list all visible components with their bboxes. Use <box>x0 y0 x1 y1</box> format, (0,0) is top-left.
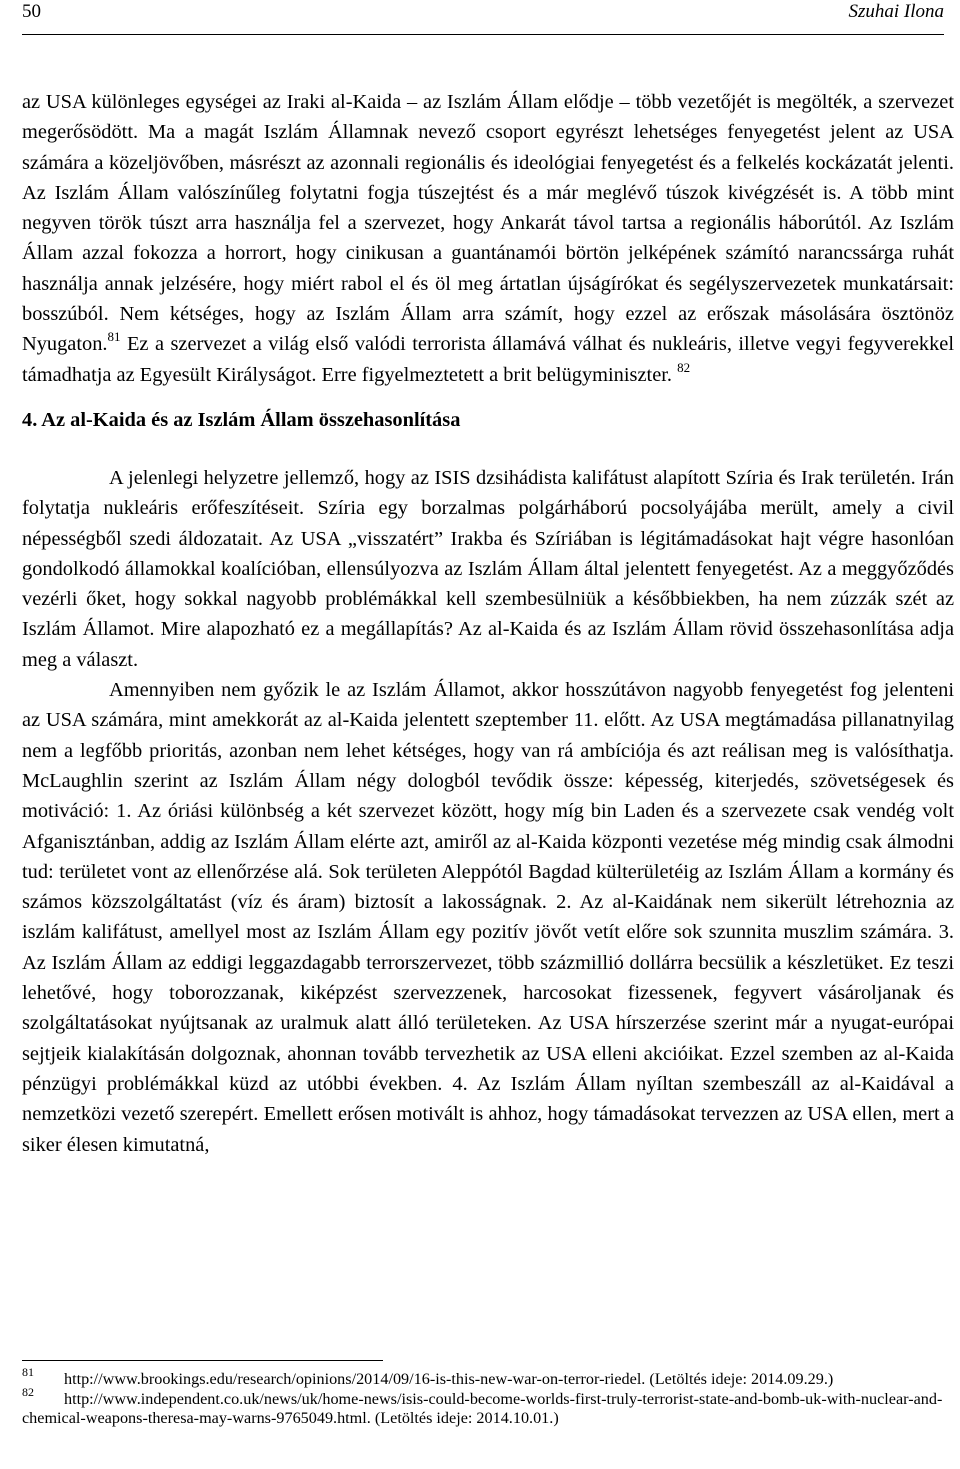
page-number: 50 <box>22 1 41 22</box>
footnote-number: 81 <box>22 1365 34 1379</box>
footnote-number: 82 <box>22 1384 34 1399</box>
footnote-separator <box>22 1360 383 1361</box>
footnote-text[interactable]: http://www.independent.co.uk/news/uk/home-news/isis-could-become-worlds-first-truly-terrorist-state-and-bomb-uk-with-nuclear-and-chemical-weapons-theresa-may-warns-9765049.html. (Letöltés ideje: 2014.10.01.) <box>22 1389 943 1427</box>
footnote-ref-81[interactable]: 81 <box>107 329 121 345</box>
paragraph-1-text-b: Ez a szervezet a világ első valódi terrorista államává válhat és nukleáris, illetve vegyi fegyverekkel támadhatja az Egyesült Királyságot. Erre figyelmeztetett a brit belügyminiszter. <box>22 333 954 386</box>
paragraph-1-text-a: az USA különleges egységei az Iraki al-Kaida – az Iszlám Állam elődje – több vezetőjét is megölték, a szervezet megerősödött. Ma a magát Iszlám Államnak nevező csoport egyrészt lehetséges fenyegetést jelent az USA számára a közeljövőben, másrészt az azonnali regionális és ideológiai fenyegetést és a felkelés kockázatát jelenti. Az Iszlám Állam valószínűleg folytatni fogja túszejtést és a már meglévő túszok kivégzését is. A több mint negyven török túszt arra használja fel a szervezet, hogy Ankarát távol tartsa a regionális háborútól. Az Iszlám Állam azzal fokozza a horrort, hogy cinikusan a guantánamói börtön jelképének számító narancssárga ruhát használja annak jelzésére, hogy miért rabol el és öl meg ártatlan újságírókat és segélyszervezetek munkatársait: bosszúból. Nem kétséges, hogy az Iszlám Állam arra számít, hogy ezzel az erőszak másolására ösztönöz Nyugaton. <box>22 91 954 356</box>
footnote-81 <box>22 1365 954 1390</box>
footnotes <box>22 1365 954 1429</box>
section-heading: 4. Az al-Kaida és az Iszlám Állam összehasonlítása <box>22 408 461 431</box>
footnote-ref-82[interactable]: 82 <box>677 359 691 375</box>
running-head-author: Szuhai Ilona <box>848 1 944 22</box>
page-header <box>22 0 944 35</box>
main-text <box>22 87 954 1160</box>
paragraph-3: Amennyiben nem győzik le az Iszlám Államot, akkor hosszútávon nagyobb fenyegetést fog jelenteni az USA számára, mint amekkorát az al-Kaida jelentett szeptember 11. előtt. Az USA megtámadása pillanatnyilag nem a legfőbb prioritás, azonban nem lehet kétséges, hogy van rá ambíciója és azt reálisan meg is valósíthatja. McLaughlin szerint az Iszlám Állam négy dologból tevődik össze: képesség, kiterjedés, szövetségesek és motiváció: 1. Az óriási különbség a két szervezet között, hogy míg bin Laden és a szervezete csak vendég volt Afganisztánban, addig az Iszlám Állam elérte azt, amiről az al-Kaida központi vezetése még mindig csak álmodni tud: területet vont az ellenőrzése alá. Sok területen Aleppótól Bagdad külterületéig az Iszlám Állam a kormány és számos közszolgáltatást (víz és áram) biztosít a lakosságnak. 2. Az al-Kaidának nem sikerült létrehoznia az iszlám kalifátust, amellyel most az Iszlám Állam egy pozitív jövőt vetít előre sok szunnita muszlim számára. 3. Az Iszlám Állam az eddigi leggazdagabb terrorszervezet, több százmillió dollárra becsülik a készletüket. Ez teszi lehetővé, hogy toborozzanak, kiképzést szervezzenek, harcosokat fizessenek, fegyvert vásároljanak és szolgáltatásokat nyújtsanak az uralmuk alatt álló területeken. Az USA hírszerzése szerint már a nyugat-európai sejtjeik kialakításán dolgoznak, ahonnan tovább tervezhetik az USA elleni akcióikat. Ezzel szemben az al-Kaida pénzügyi problémákkal küzd az utóbbi években. 4. Az Iszlám Állam nyíltan szembeszáll az al-Kaidával a nemzetközi vezető szerepért. Emellett erősen motivált is ahhoz, hogy támadásokat tervezzen az USA ellen, mert a siker élesen kimutatná, <box>22 679 954 1156</box>
footnote-text[interactable]: http://www.brookings.edu/research/opinions/2014/09/16-is-this-new-war-on-terror-riedel. (Letöltés ideje: 2014.09.29.) <box>64 1370 834 1388</box>
footnote-82 <box>22 1384 954 1429</box>
paragraph-2: A jelenlegi helyzetre jellemző, hogy az ISIS dzsihádista kalifátust alapított Szíria és Irak területén. Irán folytatja nukleáris erőfeszítéseit. Szíria egy borzalmas polgárháború pocsolyájába merült, amely a civil népességből szedi áldozatait. Az USA „visszatért” Irakba és Szíriában is légitámadásokat hajt végre hasonlóan gondolkodó államokkal koalícióban, ellensúlyozva az Iszlám Állam által jelentett fenyegetést. Az a meggyőződés vezérli őket, hogy sokkal nagyobb problémákkal kell szembesülniük a későbbiekben, ha nem zúzzák szét az Iszlám Államot. Mire alapozható ez a megállapítás? Az al-Kaida és az Iszlám Állam rövid összehasonlítása adja meg a választ. <box>22 466 954 671</box>
paragraph-1 <box>22 87 954 390</box>
